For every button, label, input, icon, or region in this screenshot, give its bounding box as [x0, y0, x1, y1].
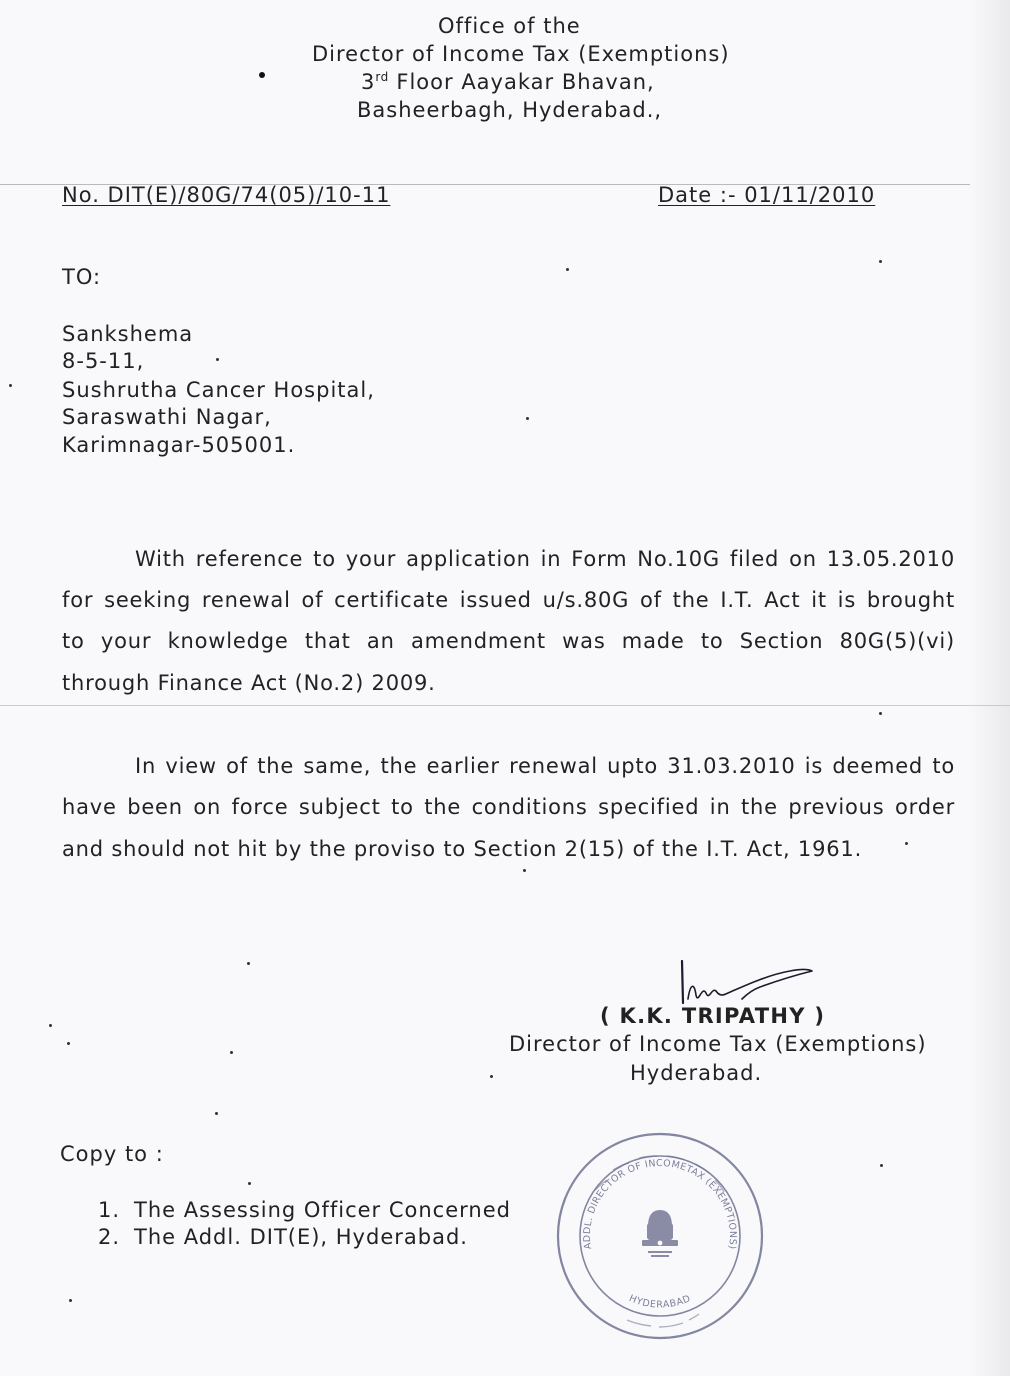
scan-speck	[879, 712, 882, 715]
paragraph-line: to your knowledge that an amendment was made to Section 80G(5)(vi)	[62, 629, 955, 653]
office-line: Office of the	[438, 14, 581, 38]
address-line: 8-5-11,	[62, 349, 145, 373]
scan-speck	[49, 1024, 52, 1027]
address-line: Saraswathi Nagar,	[62, 405, 272, 429]
list-item-text: The Assessing Officer Concerned	[134, 1198, 511, 1222]
signatory-place: Hyderabad.	[630, 1061, 763, 1085]
letter-date: Date :- 01/11/2010	[658, 183, 876, 207]
scan-speck	[248, 1182, 251, 1185]
office-title: Director of Income Tax (Exemptions)	[312, 42, 730, 66]
stamp-inner-text: ADDL. DIRECTOR OF INCOMETAX (EXEMPTIONS)	[581, 1157, 739, 1251]
floor-number: 3	[361, 70, 376, 94]
scan-speck	[67, 1042, 70, 1045]
scan-edge-shadow	[968, 0, 1010, 1376]
scan-speck	[905, 842, 908, 845]
reference-number: No. DIT(E)/80G/74(05)/10-11	[62, 183, 391, 207]
scan-speck	[526, 417, 529, 420]
to-label: TO:	[62, 265, 102, 289]
scan-speck	[523, 869, 526, 872]
scan-speck	[247, 962, 250, 965]
office-floor-line	[361, 69, 655, 95]
copy-to-label: Copy to :	[60, 1142, 164, 1166]
scan-speck	[490, 1075, 493, 1078]
scan-speck	[566, 268, 569, 271]
scan-speck	[880, 1164, 883, 1167]
list-item-number: 2.	[98, 1225, 121, 1249]
paragraph-line: for seeking renewal of certificate issued u/s.80G of the I.T. Act it is brought	[62, 588, 955, 612]
national-emblem-icon	[642, 1210, 678, 1257]
scan-speck	[879, 260, 882, 263]
scan-speck	[9, 384, 12, 387]
floor-suffix: rd	[375, 70, 389, 84]
scan-speck	[215, 1112, 218, 1115]
paragraph-line: have been on force subject to the conditions specified in the previous order	[62, 795, 955, 819]
signatory-name: ( K.K. TRIPATHY )	[600, 1004, 826, 1028]
paragraph-line: and should not hit by the proviso to Section 2(15) of the I.T. Act, 1961.	[62, 837, 863, 861]
stamp-bottom-text: HYDERABAD	[627, 1293, 693, 1311]
address-line: Sankshema	[62, 322, 194, 346]
paragraph-line: With reference to your application in Form No.10G filed on 13.05.2010	[135, 547, 955, 571]
scan-speck	[230, 1051, 233, 1054]
scan-speck	[69, 1299, 72, 1302]
paragraph-line: through Finance Act (No.2) 2009.	[62, 671, 436, 695]
scan-speck	[259, 72, 265, 78]
office-locality: Basheerbagh, Hyderabad.,	[357, 98, 663, 122]
scan-speck	[216, 358, 219, 361]
list-item-number: 1.	[98, 1198, 121, 1222]
address-line: Sushrutha Cancer Hospital,	[62, 378, 375, 402]
floor-building: Floor Aayakar Bhavan,	[388, 70, 655, 94]
scan-fold-line	[0, 705, 1010, 706]
list-item-text: The Addl. DIT(E), Hyderabad.	[134, 1225, 468, 1249]
paragraph-line: In view of the same, the earlier renewal upto 31.03.2010 is deemed to	[135, 754, 955, 778]
signatory-designation: Director of Income Tax (Exemptions)	[509, 1032, 927, 1056]
official-seal-stamp	[555, 1130, 765, 1342]
address-line: Karimnagar-505001.	[62, 433, 296, 457]
svg-text:HYDERABAD	[627, 1293, 692, 1311]
